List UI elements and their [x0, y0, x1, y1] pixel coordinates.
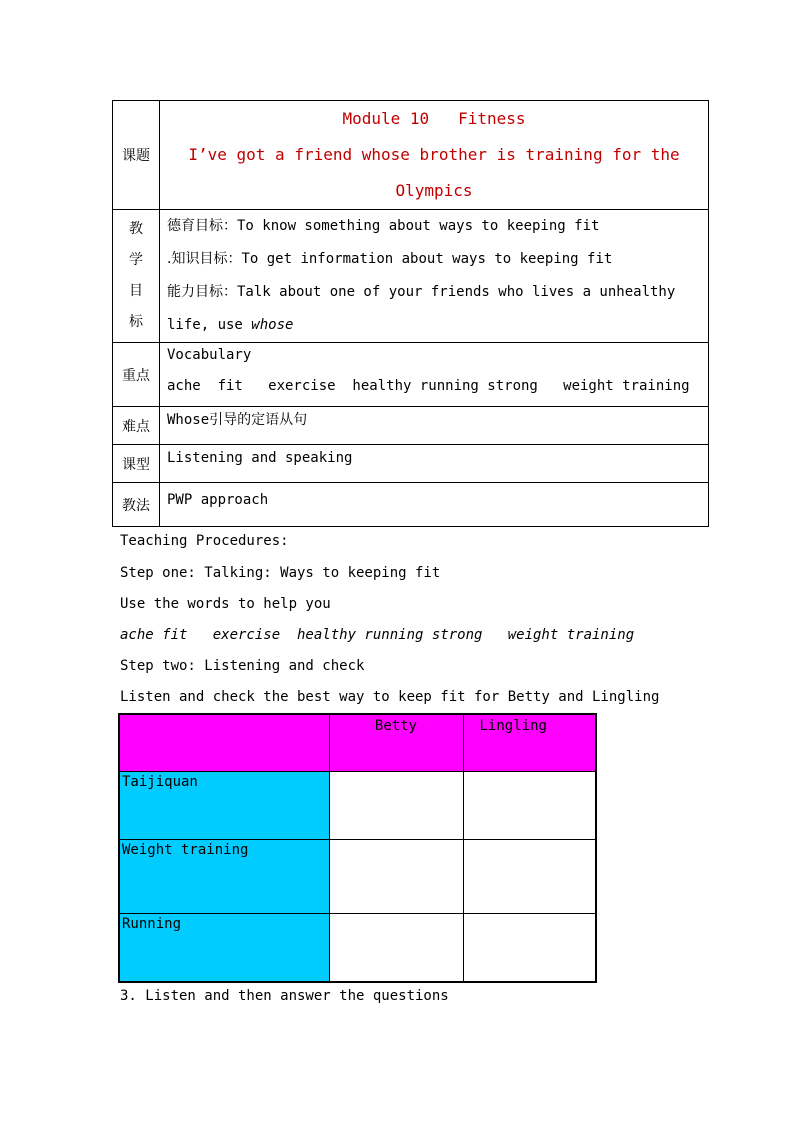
header-betty: Betty [329, 714, 463, 772]
lesson-plan-table [112, 100, 709, 527]
lesson-title-cont: Olympics [395, 181, 473, 200]
difficulty-label: 难点 [113, 407, 160, 445]
lesson-title-cell [160, 101, 709, 210]
objective-ability: 能力目标：Talk about one of your friends who lives a unhealthy [167, 284, 676, 300]
objective-moral: 德育目标：To know something about ways to keeping fit [167, 218, 600, 234]
check-cell-lingling[interactable] [463, 914, 596, 982]
check-table-header [119, 714, 596, 772]
keypoint-label: 重点 [113, 343, 160, 407]
lesson-title: I’ve got a friend whose brother is training for the [188, 145, 680, 164]
lesson-type-label: 课型 [113, 445, 160, 483]
method-text: PWP approach [167, 492, 269, 508]
module-title: Module 10 Fitness [342, 109, 526, 128]
procedures-heading: Teaching Procedures: [120, 533, 289, 549]
check-cell-betty[interactable] [329, 840, 463, 914]
row-label-weight-training: Weight training [119, 840, 329, 914]
check-cell-lingling[interactable] [463, 840, 596, 914]
step-three: 3. Listen and then answer the questions [120, 988, 449, 1004]
listening-check-table [118, 713, 597, 983]
step-two: Step two: Listening and check [120, 658, 365, 674]
objective-knowledge: .知识目标：To get information about ways to keeping fit [167, 251, 613, 267]
objectives-label-char: 标 [129, 314, 143, 330]
objectives-label-char: 教 [129, 221, 143, 237]
check-cell-betty[interactable] [329, 914, 463, 982]
step-one: Step one: Talking: Ways to keeping fit [120, 565, 441, 581]
keypoint-words: ache fit exercise healthy running strong weight training [167, 378, 690, 394]
table-row [119, 772, 596, 840]
table-row [119, 914, 596, 982]
step-one-words: ache fit exercise healthy running strong weight training [120, 627, 635, 643]
objectives-label-char: 目 [129, 283, 143, 299]
row-label-taijiquan: Taijiquan [119, 772, 329, 840]
objectives-label [113, 210, 160, 343]
method-cell [160, 483, 709, 527]
check-cell-lingling[interactable] [463, 772, 596, 840]
table-row [119, 840, 596, 914]
difficulty-cell [160, 407, 709, 445]
method-label: 教法 [113, 483, 160, 527]
header-empty-cell [119, 714, 329, 772]
step-one-instruction: Use the words to help you [120, 596, 331, 612]
lesson-type-text: Listening and speaking [167, 450, 353, 466]
lesson-type-cell [160, 445, 709, 483]
difficulty-text: Whose引导的定语从句 [167, 412, 308, 428]
header-lingling: Lingling [463, 714, 596, 772]
objective-ability-cont: life, use whose [167, 317, 294, 333]
objectives-label-char: 学 [129, 252, 143, 268]
keypoint-vocab-heading: Vocabulary [167, 347, 252, 363]
step-two-instruction: Listen and check the best way to keep fit for Betty and Lingling [120, 689, 660, 705]
row-label-running: Running [119, 914, 329, 982]
title-label: 课题 [113, 101, 160, 210]
objectives-cell [160, 210, 709, 343]
keypoint-cell [160, 343, 709, 407]
check-cell-betty[interactable] [329, 772, 463, 840]
